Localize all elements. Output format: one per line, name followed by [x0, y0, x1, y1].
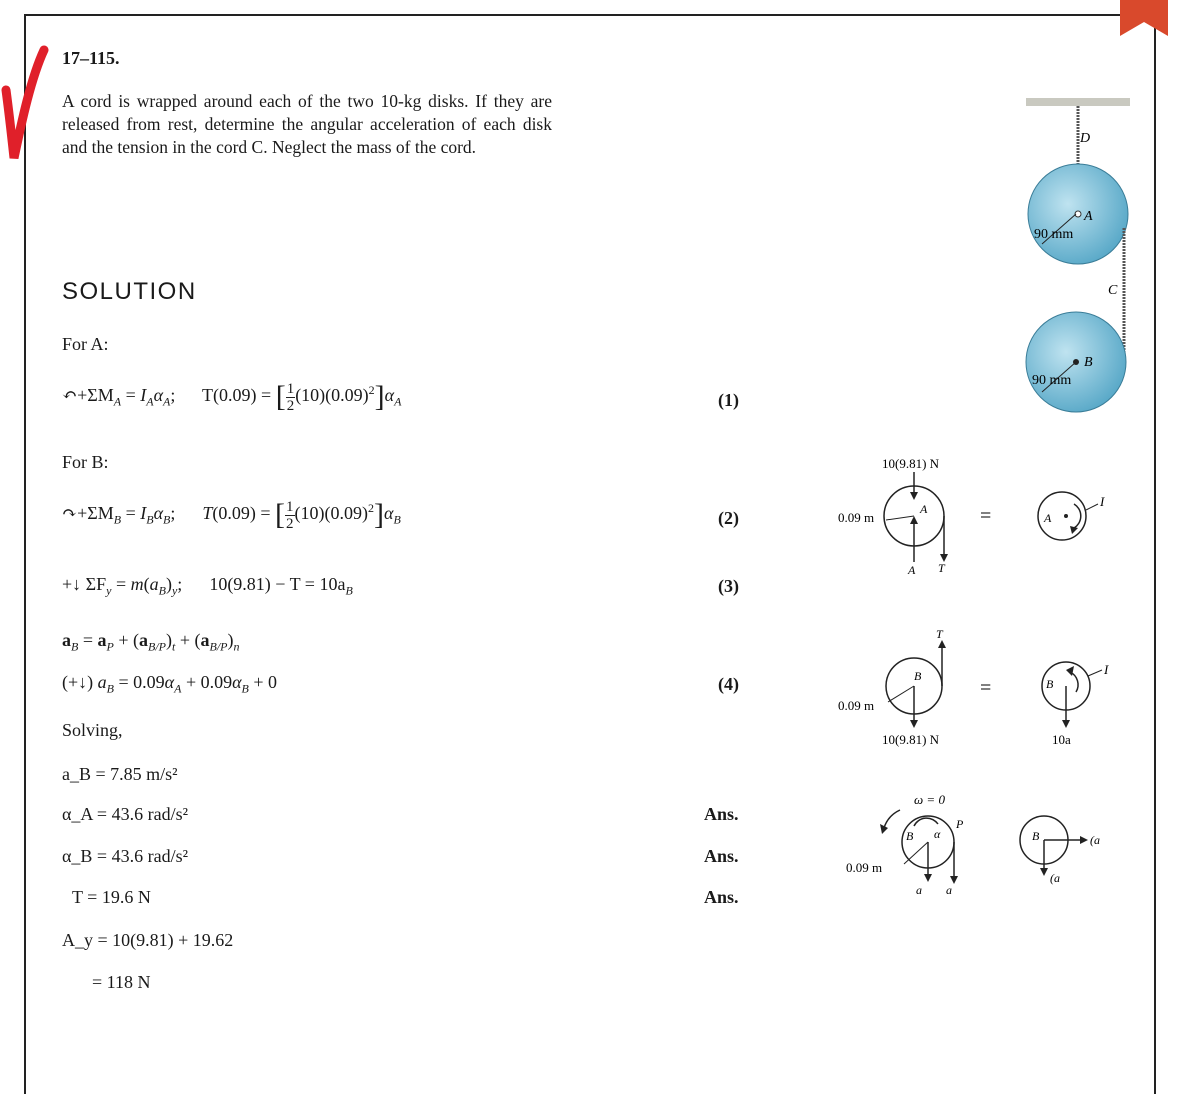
for-a-label: For A:	[62, 334, 109, 354]
fbd-disk-a	[830, 450, 1140, 580]
svg-text:B: B	[1032, 829, 1040, 843]
svg-text:=: =	[980, 677, 992, 699]
ceiling-support	[1026, 98, 1130, 106]
fbd-b-ma: 10a	[1052, 732, 1071, 747]
result-ay-value: = 118 N	[92, 972, 151, 992]
equation-3: +↓ $\Sigma F_y = m(a_B)_y$; $10(9.81) - T = 10a_B$	[62, 574, 353, 598]
fbd-a-weight: 10(9.81) N	[882, 456, 940, 471]
svg-text:B: B	[914, 669, 922, 683]
svg-text:α: α	[934, 827, 941, 841]
omega-label: ω = 0	[914, 792, 945, 807]
equation-4: (+↓) $a_B = 0.09\alpha_A + 0.09\alpha_B + 0$	[62, 672, 278, 696]
kinematics-relation: $a_B = a_P + (a_{B/P})_t + (a_{B/P})_n$	[62, 630, 240, 654]
solution-heading: SOLUTION	[62, 278, 197, 305]
eq2-number: (2)	[718, 508, 739, 528]
bookmark-icon[interactable]	[1120, 0, 1168, 36]
ans-label-2: Ans.	[704, 846, 739, 866]
result-ay: A_y = 10(9.81) + 19.62	[62, 930, 234, 950]
problem-number: 17–115.	[62, 48, 120, 68]
ans-label-1: Ans.	[704, 804, 739, 824]
red-checkmark-icon	[0, 40, 50, 170]
svg-text:A: A	[1044, 511, 1052, 525]
result-alpha-a: α_A = 43.6 rad/s²	[62, 804, 188, 824]
label-a: A	[1084, 209, 1093, 224]
fbd-a-ialpha: I	[1100, 494, 1105, 509]
result-alpha-b: α_B = 43.6 rad/s²	[62, 846, 188, 866]
eq1-rhs: T(0.09) =	[202, 385, 272, 406]
eq3-number: (3)	[718, 576, 739, 596]
kin-ap: a	[946, 883, 952, 897]
point-p: P	[956, 817, 964, 831]
result-tension: T = 19.6 N	[72, 887, 151, 907]
label-c: C	[1108, 283, 1118, 298]
svg-text:B: B	[906, 829, 914, 843]
problem-statement: A cord is wrapped around each of the two 10-kg disks. If they are released from rest, determine the angular acceleration of each disk and the tension in the cord C. Neglect the mass of the cord.	[62, 91, 552, 157]
fbd-disk-b	[830, 626, 1140, 756]
eq1-number: (1)	[718, 390, 739, 410]
kin-radius: 0.09 m	[846, 860, 883, 875]
kin-abpt: (a	[1050, 871, 1060, 885]
radius-a-label: 90 mm	[1034, 227, 1074, 242]
kin-abpn: (a	[1090, 833, 1100, 847]
fbd-b-radius: 0.09 m	[838, 698, 875, 713]
fbd-a-radius: 0.09 m	[838, 510, 875, 525]
eq4-number: (4)	[718, 674, 739, 694]
equation-2: $↷+\Sigma M_B = I_B\alpha_B$; T(0.09) = [ $\frac{1}{2}$ $(10)(0.09)^2]\alpha_B$	[62, 498, 401, 532]
equation-1: $↶+\Sigma M_A = I_A\alpha_A$; T(0.09) = [ $\frac{1}{2}$ $(10)(0.09)^2]\alpha_A$	[62, 380, 402, 414]
fbd-a-ay: A	[908, 563, 916, 577]
disks-figure	[1020, 92, 1160, 422]
radius-b-label: 90 mm	[1032, 373, 1072, 388]
eq1-moment: ↶+ΣM	[62, 385, 114, 406]
fbd-b-ialpha: I	[1104, 662, 1109, 677]
result-ab: a_B = 7.85 m/s²	[62, 764, 178, 784]
fbd-b-t: T	[936, 627, 943, 641]
for-b-label: For B:	[62, 452, 109, 472]
fbd-a-center: A	[920, 502, 928, 516]
fbd-a-t: T	[938, 561, 945, 575]
kinematics-diagram	[840, 788, 1140, 898]
svg-text:=: =	[980, 505, 992, 527]
fbd-b-weight: 10(9.81) N	[882, 732, 940, 747]
svg-text:B: B	[1046, 677, 1054, 691]
label-b: B	[1084, 355, 1093, 370]
label-d: D	[1080, 131, 1091, 146]
solving-label: Solving,	[62, 720, 123, 740]
kin-ab: a	[916, 883, 922, 897]
ans-label-3: Ans.	[704, 887, 739, 907]
